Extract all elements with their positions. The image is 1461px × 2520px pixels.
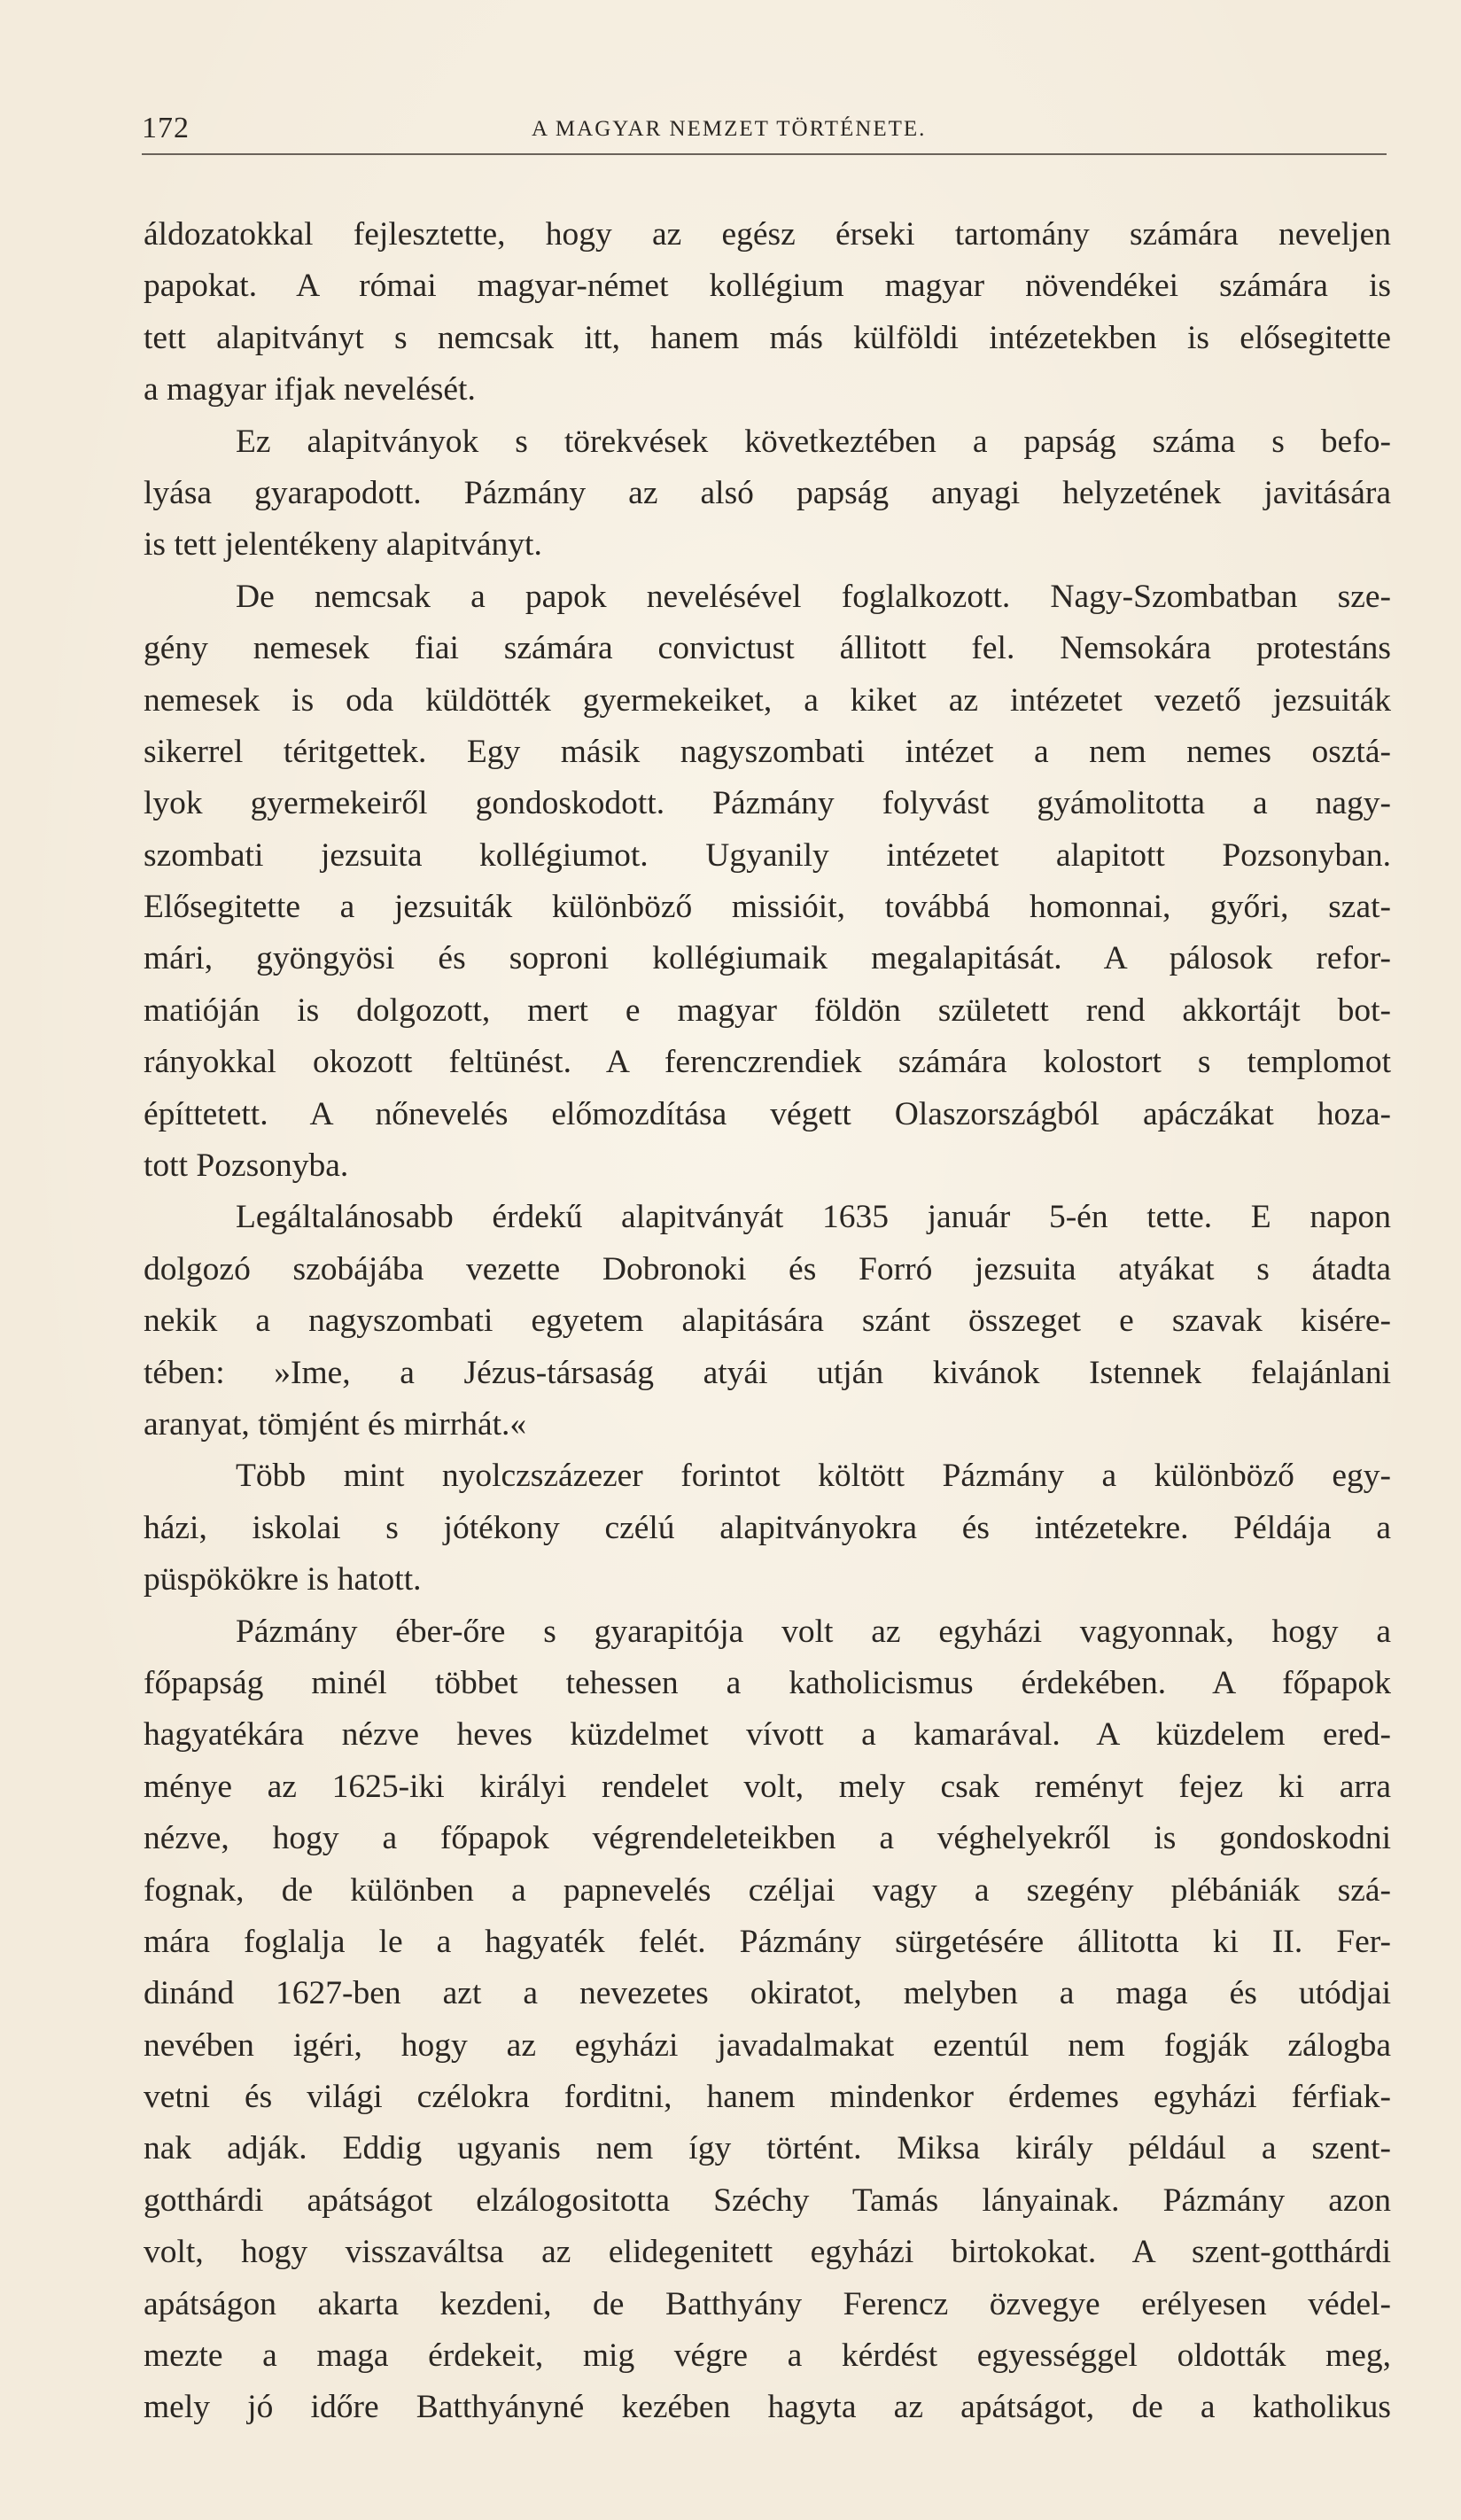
- text-line: papokat. A római magyar-német kollégium magyar növendékei számára is: [144, 268, 1391, 305]
- paragraph: [144, 1606, 1391, 2434]
- text-line: Több mint nyolczszázezer forintot költött Pázmány a különböző egy-: [236, 1458, 1391, 1495]
- text-line: gotthárdi apátságot elzálogositotta Széchy Tamás lányainak. Pázmány azon: [144, 2182, 1391, 2219]
- text-line: áldozatokkal fejlesztette, hogy az egész érseki tartomány számára neveljen: [144, 216, 1391, 253]
- text-line: házi, iskolai s jótékony czélú alapitványokra és intézetekre. Példája a: [144, 1509, 1391, 1546]
- text-line: mezte a maga érdekeit, mig végre a kérdést egyességgel oldották meg,: [144, 2337, 1391, 2375]
- paragraph: [144, 572, 1391, 1193]
- text-line: nemesek is oda küldötték gyermekeiket, a kiket az intézetet vezető jezsuiták: [144, 681, 1391, 719]
- text-line: De nemcsak a papok nevelésével foglalkozott. Nagy-Szombatban sze-: [236, 578, 1391, 615]
- text-line: nevében igéri, hogy az egyházi javadalmakat ezentúl nem fogják zálogba: [144, 2026, 1391, 2064]
- text-line: lyása gyarapodott. Pázmány az alsó papság anyagi helyzetének javitására: [144, 474, 1391, 511]
- text-line: fognak, de különben a papnevelés czéljai vagy a szegény plébániák szá-: [144, 1871, 1391, 1909]
- text-line: Elősegitette a jezsuiták különböző missióit, továbbá homonnai, győri, szat-: [144, 889, 1391, 926]
- text-line: matióján is dolgozott, mert e magyar földön született rend akkortájt bot-: [144, 992, 1391, 1029]
- paragraph: [144, 1192, 1391, 1451]
- text-line: nézve, hogy a főpapok végrendeleteikben a véghelyekről is gondoskodni: [144, 1820, 1391, 1857]
- text-line: Pázmány éber-őre s gyarapitója volt az egyházi vagyonnak, hogy a: [236, 1613, 1391, 1650]
- text-line: nak adják. Eddig ugyanis nem így történt. Miksa király például a szent-: [144, 2130, 1391, 2167]
- text-line: rányokkal okozott feltünést. A ferenczrendiek számára kolostort s templomot: [144, 1044, 1391, 1081]
- text-line: mári, gyöngyösi és soproni kollégiumaik megalapitását. A pálosok refor-: [144, 940, 1391, 977]
- text-line: aranyat, tömjént és mirrhát.«: [144, 1405, 527, 1443]
- text-line: ménye az 1625-iki királyi rendelet volt, mely csak reményt fejez ki arra: [144, 1768, 1391, 1805]
- text-line: dolgozó szobájába vezette Dobronoki és Forró jezsuita atyákat s átadta: [144, 1250, 1391, 1287]
- text-line: Legáltalánosabb érdekű alapitványát 1635 január 5-én tette. E napon: [236, 1199, 1391, 1236]
- page-header: [142, 108, 1387, 151]
- body-text: [144, 209, 1391, 2434]
- text-line: főpapság minél többet tehessen a katholicismus érdekében. A főpapok: [144, 1664, 1391, 1701]
- text-line: mely jó időre Batthyányné kezében hagyta az apátságot, de a katholikus: [144, 2389, 1391, 2426]
- page-number: 172: [142, 112, 190, 144]
- text-line: apátságon akarta kezdeni, de Batthyány Ferencz özvegye erélyesen védel-: [144, 2285, 1391, 2322]
- text-line: tében: »Ime, a Jézus-társaság atyái utján kivánok Istennek felajánlani: [144, 1354, 1391, 1391]
- text-line: Ez alapitványok s törekvések következtében a papság száma s befo-: [236, 423, 1391, 460]
- text-line: gény nemesek fiai számára convictust állitott fel. Nemsokára protestáns: [144, 630, 1391, 667]
- text-line: mára foglalja le a hagyaték felét. Pázmány sürgetésére állitotta ki II. Fer-: [144, 1923, 1391, 1960]
- text-line: szombati jezsuita kollégiumot. Ugyanily intézetet alapitott Pozsonyban.: [144, 836, 1391, 874]
- text-line: vetni és világi czélokra forditni, hanem mindenkor érdemes egyházi férfiak-: [144, 2079, 1391, 2116]
- paragraph: [144, 416, 1391, 572]
- header-rule: [142, 153, 1387, 155]
- text-line: hagyatékára nézve heves küzdelmet vívott a kamarával. A küzdelem ered-: [144, 1716, 1391, 1754]
- text-line: dinánd 1627-ben azt a nevezetes okiratot, melyben a maga és utódjai: [144, 1975, 1391, 2012]
- text-line: tett alapitványt s nemcsak itt, hanem más külföldi intézetekben is elősegitette: [144, 319, 1391, 356]
- paragraph: [144, 209, 1391, 416]
- text-line: tott Pozsonyba.: [144, 1147, 349, 1185]
- text-line: a magyar ifjak nevelését.: [144, 371, 476, 408]
- text-line: lyok gyermekeiről gondoskodott. Pázmány folyvást gyámolitotta a nagy-: [144, 785, 1391, 822]
- text-line: nekik a nagyszombati egyetem alapitására szánt összeget e szavak kisére-: [144, 1303, 1391, 1340]
- paragraph: [144, 1451, 1391, 1606]
- text-line: volt, hogy visszaváltsa az elidegenitett egyházi birtokokat. A szent-gotthárdi: [144, 2234, 1391, 2271]
- running-title: A MAGYAR NEMZET TÖRTÉNETE.: [532, 117, 927, 141]
- text-line: építtetett. A nőnevelés előmozdítása végett Olaszországból apáczákat hoza-: [144, 1095, 1391, 1132]
- text-line: püspökökre is hatott.: [144, 1561, 422, 1598]
- text-line: is tett jelentékeny alapitványt.: [144, 526, 542, 564]
- text-line: sikerrel téritgettek. Egy másik nagyszombati intézet a nem nemes osztá-: [144, 733, 1391, 770]
